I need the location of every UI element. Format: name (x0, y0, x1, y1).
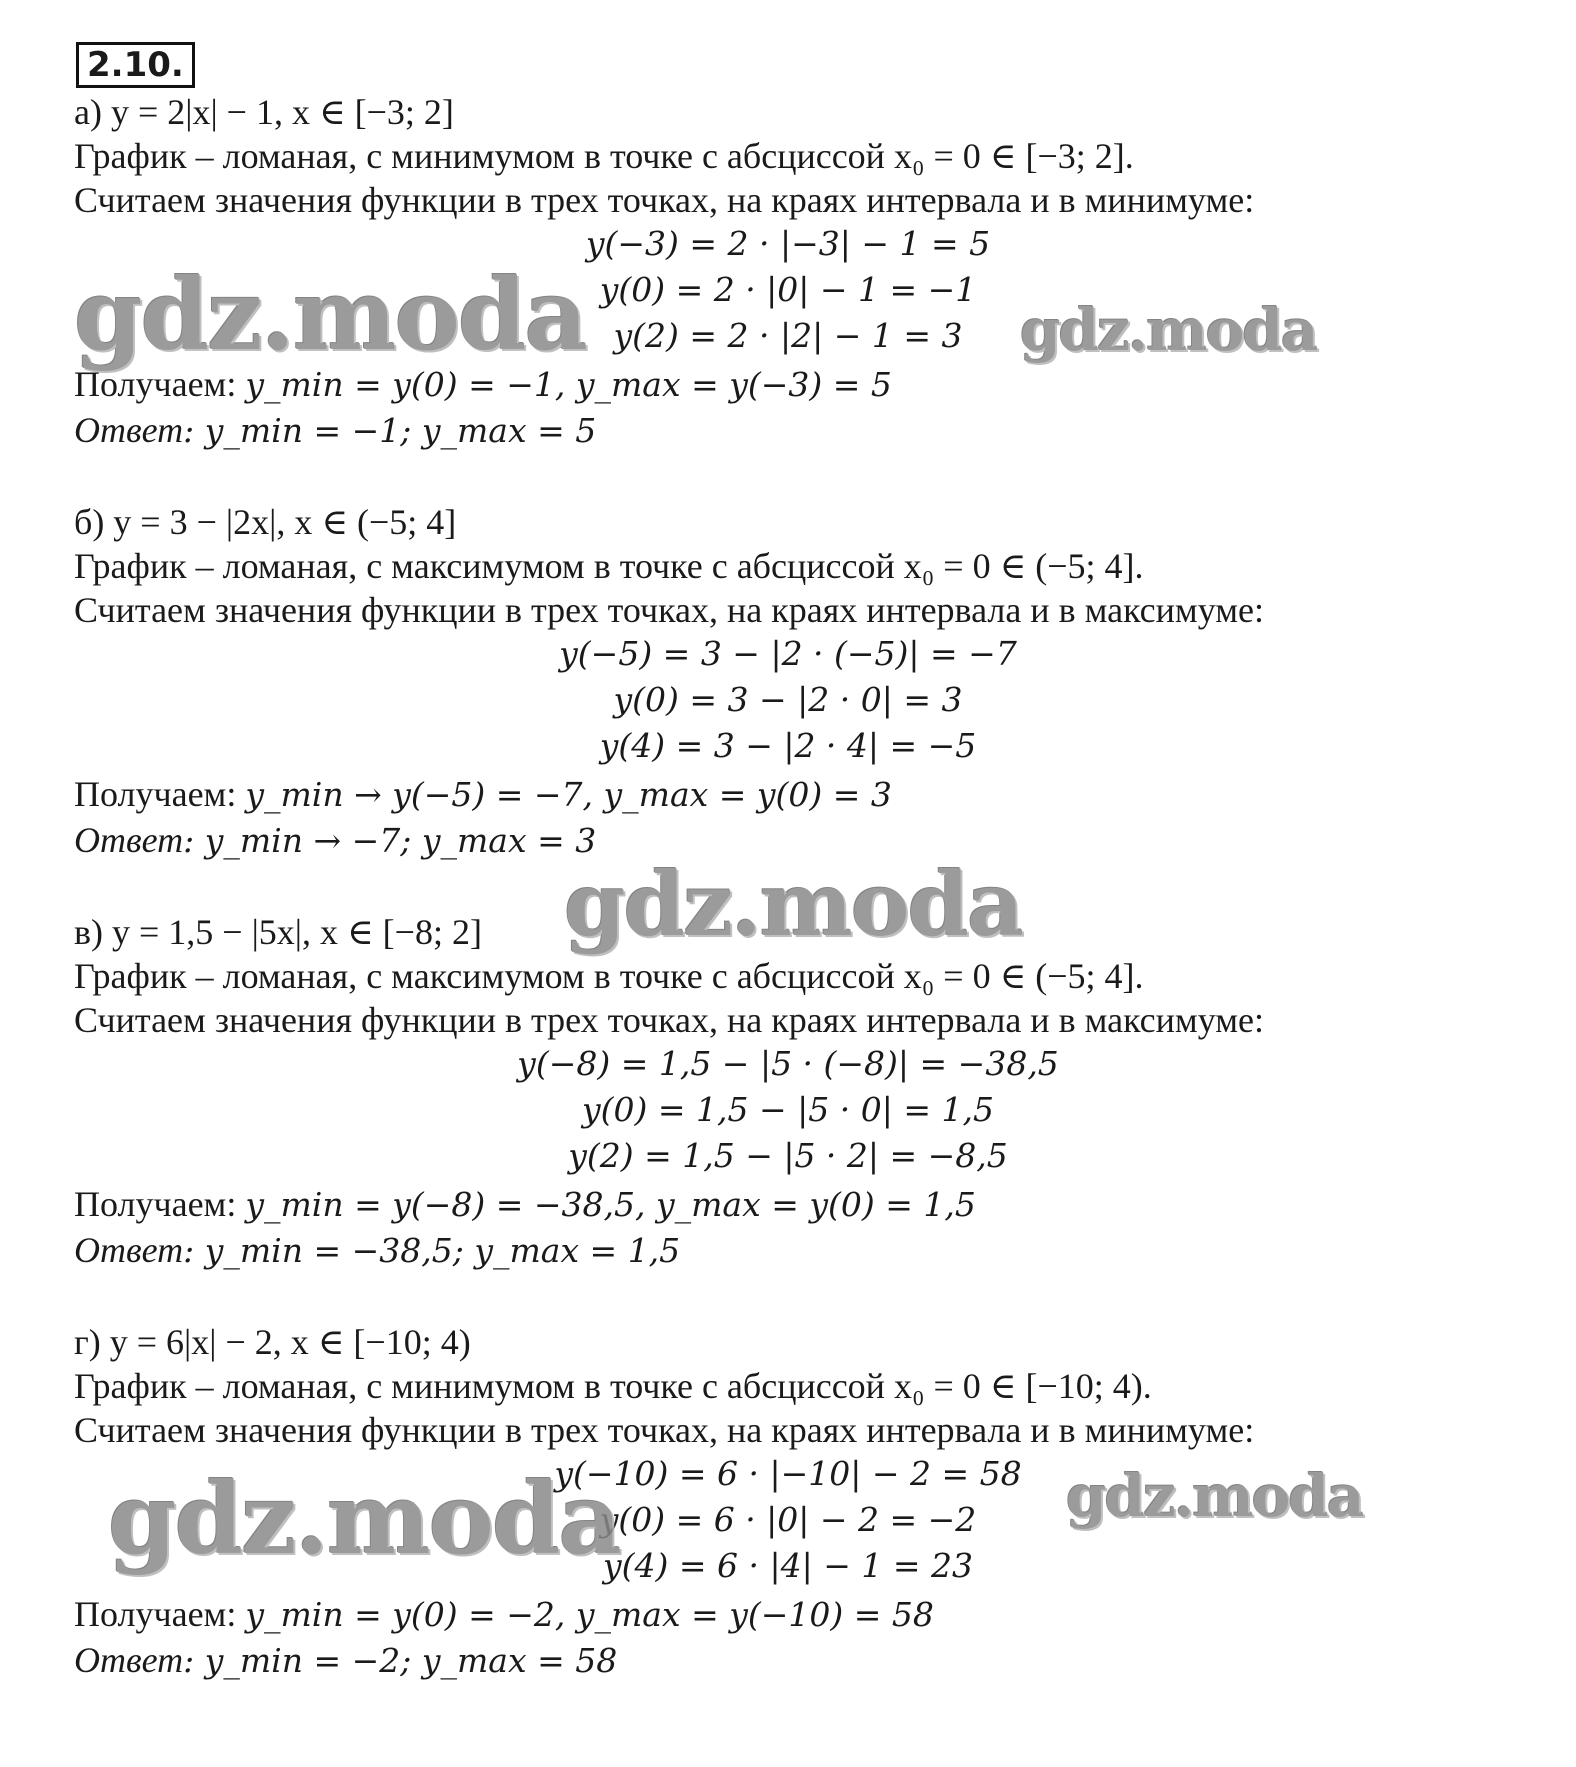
part-d-calc-3: y(4) = 6 · |4| − 1 = 23 (603, 1546, 973, 1585)
part-d-calc-1: y(−10) = 6 · |−10| − 2 = 58 (554, 1454, 1022, 1493)
part-b-calc-3: y(4) = 3 − |2 · 4| = −5 (599, 726, 977, 765)
result-formula: y_min = y(0) = −1, y_max = y(−3) = 5 (245, 365, 892, 404)
part-d-result (74, 1592, 934, 1636)
part-a-calc-1: y(−3) = 2 · |−3| − 1 = 5 (585, 224, 991, 263)
answer-formula: : y_min → −7; y_max = 3 (183, 821, 597, 860)
watermark-4: gdz.moda (108, 1462, 620, 1577)
answer-formula: : y_min = −2; y_max = 58 (183, 1641, 618, 1680)
part-b-graph-description: График – ломаная, с максимумом в точке с абсциссой x₀ = 0 ∈ (−5; 4]. (74, 546, 1144, 586)
answer-formula: : y_min = −38,5; y_max = 1,5 (183, 1231, 681, 1270)
part-d-compute-intro: Считаем значения функции в трех точках, на краях интервала и в минимуме: (74, 1410, 1255, 1450)
part-c-calc-3: y(2) = 1,5 − |5 · 2| = −8,5 (568, 1136, 1008, 1175)
watermark-2: gdz.moda (1020, 296, 1317, 364)
result-label: Получаем: (74, 774, 237, 814)
part-a-calc-2: y(0) = 2 · |0| − 1 = −1 (599, 270, 977, 309)
result-formula: y_min → y(−5) = −7, y_max = y(0) = 3 (245, 775, 892, 814)
task-number: 2.10. (76, 42, 195, 88)
result-formula: y_min = y(−8) = −38,5, y_max = y(0) = 1,5 (245, 1185, 976, 1224)
part-a-answer (74, 408, 596, 452)
answer-label: Ответ (74, 820, 184, 860)
answer-label: Ответ (74, 410, 184, 450)
part-d-header: г) y = 6|x| − 2, x ∈ [−10; 4) (74, 1322, 471, 1362)
part-a-graph-description: График – ломаная, с минимумом в точке с абсциссой x₀ = 0 ∈ [−3; 2]. (74, 136, 1134, 176)
part-c-graph-description: График – ломаная, с максимумом в точке с абсциссой x₀ = 0 ∈ (−5; 4]. (74, 956, 1144, 996)
answer-formula: : y_min = −1; y_max = 5 (183, 411, 597, 450)
part-a-header: а) y = 2|x| − 1, x ∈ [−3; 2] (74, 92, 454, 132)
result-label: Получаем: (74, 364, 237, 404)
part-c-compute-intro: Считаем значения функции в трех точках, на краях интервала и в максимуме: (74, 1000, 1264, 1040)
part-c-calc-1: y(−8) = 1,5 − |5 · (−8)| = −38,5 (517, 1044, 1059, 1083)
part-b-compute-intro: Считаем значения функции в трех точках, на краях интервала и в максимуме: (74, 590, 1264, 630)
watermark-3: gdz.moda (564, 852, 1023, 956)
part-c-answer (74, 1228, 680, 1272)
part-b-calc-1: y(−5) = 3 − |2 · (−5)| = −7 (559, 634, 1017, 673)
part-a-calc-3: y(2) = 2 · |2| − 1 = 3 (613, 316, 963, 355)
part-b-calc-2: y(0) = 3 − |2 · 0| = 3 (613, 680, 963, 719)
answer-label: Ответ (74, 1640, 184, 1680)
watermark-1: gdz.moda (74, 258, 586, 373)
part-d-calc-2: y(0) = 6 · |0| − 2 = −2 (599, 1500, 977, 1539)
part-a-compute-intro: Считаем значения функции в трех точках, на краях интервала и в минимуме: (74, 180, 1255, 220)
part-d-graph-description: График – ломаная, с минимумом в точке с абсциссой x₀ = 0 ∈ [−10; 4). (74, 1366, 1152, 1406)
part-b-answer (74, 818, 596, 862)
part-c-header: в) y = 1,5 − |5x|, x ∈ [−8; 2] (74, 912, 482, 952)
part-b-header: б) y = 3 − |2x|, x ∈ (−5; 4] (74, 502, 457, 542)
part-b-result (74, 772, 892, 816)
result-label: Получаем: (74, 1184, 237, 1224)
part-d-answer (74, 1638, 617, 1682)
watermark-5: gdz.moda (1066, 1462, 1363, 1530)
answer-label: Ответ (74, 1230, 184, 1270)
part-c-result (74, 1182, 976, 1226)
result-formula: y_min = y(0) = −2, y_max = y(−10) = 58 (245, 1595, 934, 1634)
result-label: Получаем: (74, 1594, 237, 1634)
part-c-calc-2: y(0) = 1,5 − |5 · 0| = 1,5 (582, 1090, 994, 1129)
